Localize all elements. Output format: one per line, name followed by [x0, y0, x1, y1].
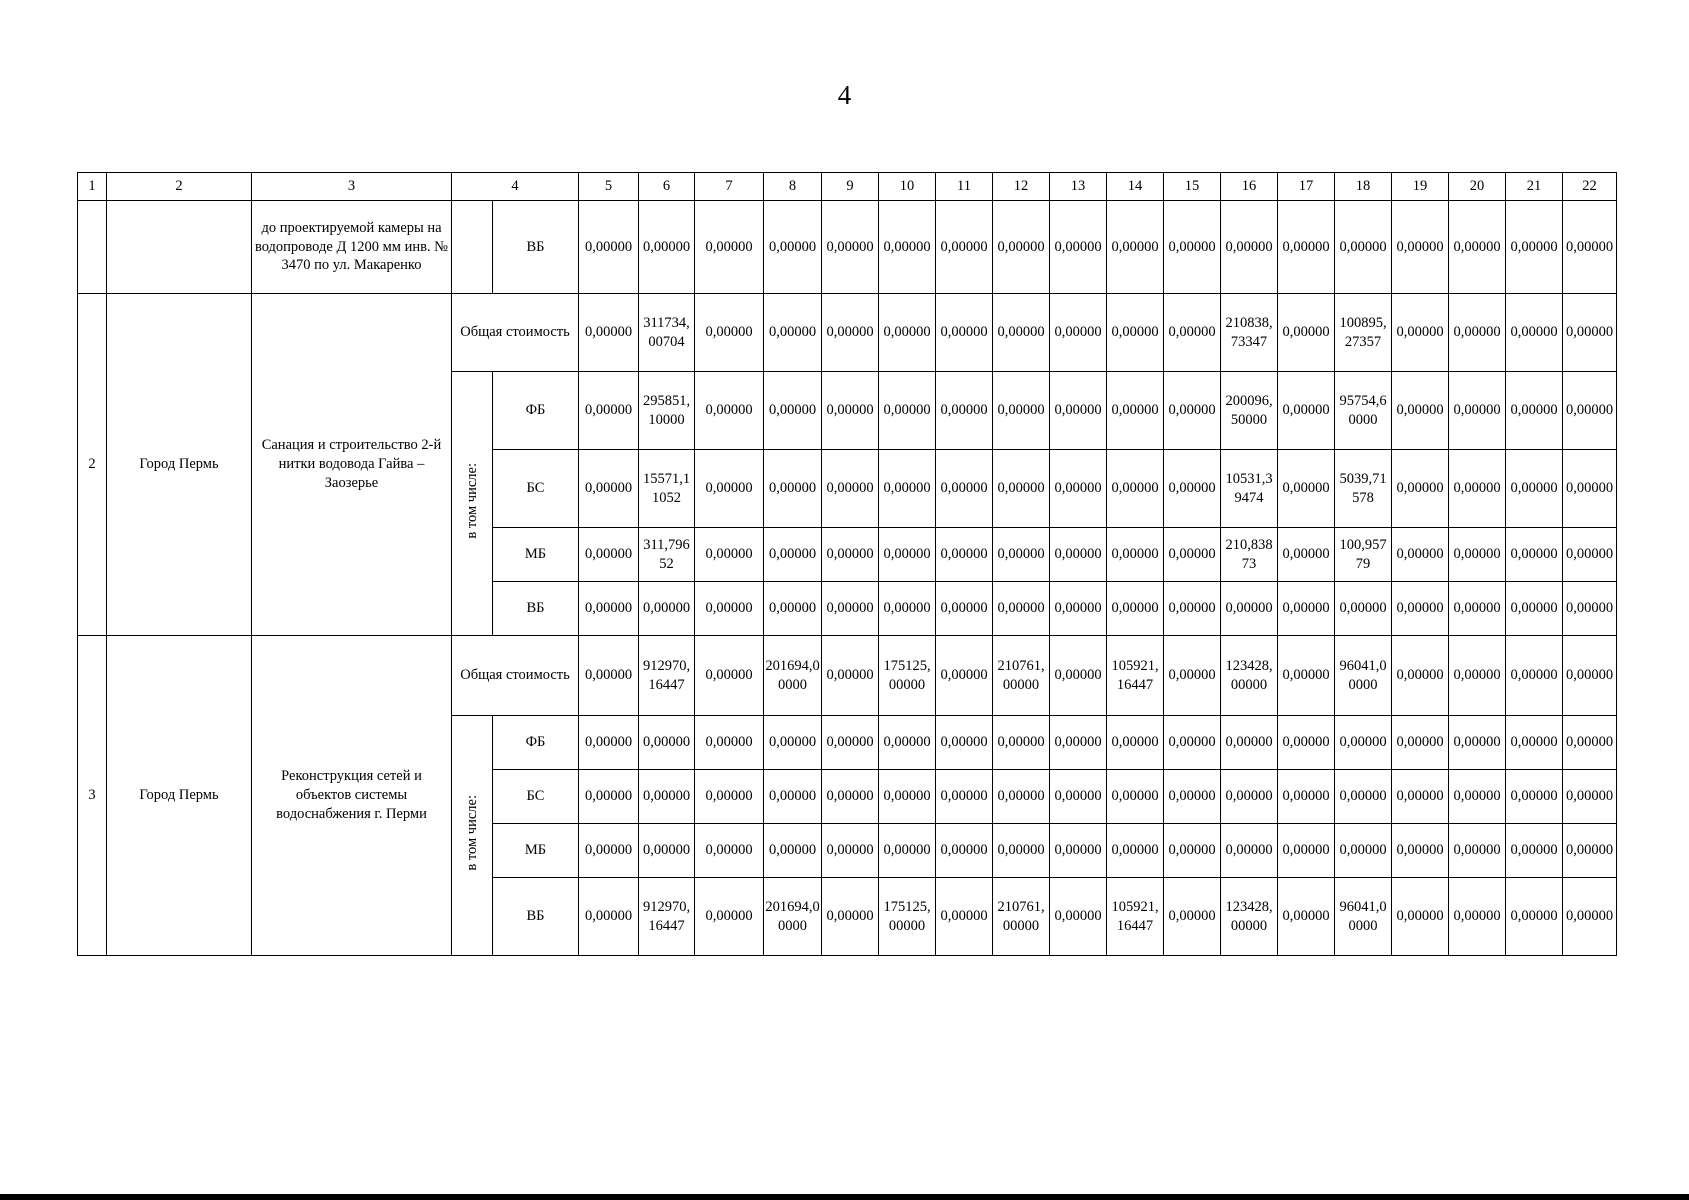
value-cell: 200096,50000: [1221, 372, 1278, 450]
value-cell: 0,00000: [1050, 878, 1107, 956]
value-cell: 0,00000: [639, 824, 695, 878]
value-cell: 0,00000: [579, 528, 639, 582]
value-cell: 0,00000: [1278, 770, 1335, 824]
value-cell: 0,00000: [936, 201, 993, 294]
value-cell: 0,00000: [879, 824, 936, 878]
value-cell: 0,00000: [1221, 582, 1278, 636]
value-cell: 0,00000: [1563, 294, 1617, 372]
value-cell: 0,00000: [1392, 372, 1449, 450]
value-cell: 0,00000: [1164, 770, 1221, 824]
including-label: в том числе:: [463, 794, 480, 871]
value-cell: 0,00000: [695, 294, 764, 372]
value-cell: 0,00000: [695, 824, 764, 878]
value-cell: 0,00000: [1050, 528, 1107, 582]
value-cell: 210761,00000: [993, 636, 1050, 716]
source-label: БС: [493, 770, 579, 824]
value-cell: 0,00000: [579, 294, 639, 372]
value-cell: 0,00000: [1164, 716, 1221, 770]
value-cell: 0,00000: [1050, 636, 1107, 716]
value-cell: 0,00000: [1164, 824, 1221, 878]
value-cell: 0,00000: [639, 201, 695, 294]
source-label: ФБ: [493, 716, 579, 770]
value-cell: 0,00000: [764, 294, 822, 372]
value-cell: 105921,16447: [1107, 636, 1164, 716]
value-cell: 0,00000: [936, 824, 993, 878]
value-cell: 123428,00000: [1221, 878, 1278, 956]
value-cell: 0,00000: [695, 878, 764, 956]
value-cell: 0,00000: [579, 450, 639, 528]
value-cell: 0,00000: [1506, 636, 1563, 716]
value-cell: 0,00000: [1392, 636, 1449, 716]
value-cell: 0,00000: [1449, 582, 1506, 636]
value-cell: 0,00000: [1449, 294, 1506, 372]
value-cell: 0,00000: [1221, 201, 1278, 294]
value-cell: 0,00000: [1278, 294, 1335, 372]
continuation-row: [78, 201, 1617, 294]
header-cell: 5: [579, 173, 639, 201]
value-cell: 0,00000: [695, 450, 764, 528]
program-table: [77, 172, 1617, 956]
value-cell: 210,83873: [1221, 528, 1278, 582]
object-cell: до проектируемой камеры на водопроводе Д 1200 мм инв. № 3470 по ул. Макаренко: [252, 201, 452, 294]
value-cell: 201694,00000: [764, 636, 822, 716]
value-cell: 0,00000: [993, 716, 1050, 770]
value-cell: 0,00000: [936, 636, 993, 716]
municipality-cell: Город Пермь: [107, 294, 252, 636]
value-cell: 0,00000: [1449, 528, 1506, 582]
object-cell: Санация и строительство 2-й нитки водовода Гайва – Заозерье: [252, 294, 452, 636]
value-cell: 0,00000: [1164, 201, 1221, 294]
including-cell: [452, 372, 493, 636]
value-cell: 0,00000: [822, 372, 879, 450]
value-cell: 0,00000: [579, 201, 639, 294]
value-cell: 15571,11052: [639, 450, 695, 528]
header-cell: 6: [639, 173, 695, 201]
table-body: [78, 173, 1617, 956]
value-cell: 0,00000: [1278, 582, 1335, 636]
header-cell: 22: [1563, 173, 1617, 201]
value-cell: 0,00000: [1164, 372, 1221, 450]
value-cell: 0,00000: [993, 824, 1050, 878]
value-cell: 0,00000: [1050, 201, 1107, 294]
total-label: Общая стоимость: [452, 636, 579, 716]
value-cell: 0,00000: [1107, 824, 1164, 878]
header-cell: 11: [936, 173, 993, 201]
value-cell: 175125,00000: [879, 878, 936, 956]
value-cell: 0,00000: [764, 528, 822, 582]
header-cell: 20: [1449, 173, 1506, 201]
value-cell: 0,00000: [1221, 770, 1278, 824]
value-cell: 0,00000: [764, 450, 822, 528]
value-cell: 0,00000: [993, 582, 1050, 636]
value-cell: 0,00000: [695, 528, 764, 582]
value-cell: 0,00000: [764, 201, 822, 294]
value-cell: 0,00000: [1278, 716, 1335, 770]
value-cell: 0,00000: [993, 528, 1050, 582]
value-cell: 0,00000: [879, 450, 936, 528]
header-cell: 13: [1050, 173, 1107, 201]
value-cell: 0,00000: [1107, 770, 1164, 824]
value-cell: 0,00000: [579, 372, 639, 450]
value-cell: 0,00000: [822, 878, 879, 956]
value-cell: 0,00000: [1050, 294, 1107, 372]
value-cell: 0,00000: [764, 372, 822, 450]
value-cell: 0,00000: [1563, 770, 1617, 824]
source-label: ВБ: [493, 878, 579, 956]
value-cell: 0,00000: [1563, 201, 1617, 294]
value-cell: 0,00000: [1449, 372, 1506, 450]
header-cell: 1: [78, 173, 107, 201]
value-cell: 0,00000: [1563, 372, 1617, 450]
value-cell: 0,00000: [1506, 582, 1563, 636]
value-cell: 210761,00000: [993, 878, 1050, 956]
value-cell: 0,00000: [639, 582, 695, 636]
header-cell: 3: [252, 173, 452, 201]
value-cell: 0,00000: [879, 582, 936, 636]
header-cell: 21: [1506, 173, 1563, 201]
value-cell: 0,00000: [822, 201, 879, 294]
value-cell: 0,00000: [936, 582, 993, 636]
value-cell: 0,00000: [822, 824, 879, 878]
value-cell: 0,00000: [639, 716, 695, 770]
page-number: 4: [837, 80, 852, 110]
value-cell: 0,00000: [1107, 201, 1164, 294]
value-cell: 0,00000: [1335, 824, 1392, 878]
value-cell: 0,00000: [1050, 372, 1107, 450]
value-cell: 0,00000: [936, 372, 993, 450]
project-total-row: [78, 294, 1617, 372]
value-cell: 210838,73347: [1221, 294, 1278, 372]
page-bottom-edge: [0, 1194, 1689, 1200]
value-cell: 0,00000: [1164, 582, 1221, 636]
value-cell: 0,00000: [1449, 878, 1506, 956]
value-cell: 0,00000: [1449, 201, 1506, 294]
value-cell: 0,00000: [936, 716, 993, 770]
value-cell: 0,00000: [1449, 450, 1506, 528]
value-cell: 295851,10000: [639, 372, 695, 450]
value-cell: 0,00000: [1506, 201, 1563, 294]
value-cell: 0,00000: [1449, 770, 1506, 824]
value-cell: 0,00000: [1278, 450, 1335, 528]
value-cell: 0,00000: [936, 294, 993, 372]
value-cell: 5039,71578: [1335, 450, 1392, 528]
value-cell: 0,00000: [695, 372, 764, 450]
value-cell: 0,00000: [695, 716, 764, 770]
value-cell: 0,00000: [1563, 582, 1617, 636]
value-cell: 0,00000: [1563, 878, 1617, 956]
value-cell: 0,00000: [579, 770, 639, 824]
header-cell: 15: [1164, 173, 1221, 201]
value-cell: 0,00000: [1107, 450, 1164, 528]
object-cell: Реконструкция сетей и объектов системы водоснабжения г. Перми: [252, 636, 452, 956]
header-cell: 10: [879, 173, 936, 201]
value-cell: 0,00000: [579, 582, 639, 636]
value-cell: 0,00000: [1221, 716, 1278, 770]
header-cell: 14: [1107, 173, 1164, 201]
total-label: Общая стоимость: [452, 294, 579, 372]
value-cell: 0,00000: [993, 372, 1050, 450]
value-cell: 0,00000: [579, 824, 639, 878]
value-cell: 0,00000: [1107, 528, 1164, 582]
value-cell: 0,00000: [1050, 770, 1107, 824]
value-cell: 0,00000: [579, 878, 639, 956]
value-cell: 0,00000: [695, 201, 764, 294]
value-cell: 0,00000: [1392, 824, 1449, 878]
value-cell: 100895,27357: [1335, 294, 1392, 372]
value-cell: 0,00000: [1392, 528, 1449, 582]
value-cell: 0,00000: [695, 636, 764, 716]
header-cell: 8: [764, 173, 822, 201]
header-cell: 2: [107, 173, 252, 201]
value-cell: 100,95779: [1335, 528, 1392, 582]
value-cell: 0,00000: [822, 582, 879, 636]
value-cell: 0,00000: [1392, 582, 1449, 636]
value-cell: 0,00000: [1050, 450, 1107, 528]
value-cell: 0,00000: [993, 294, 1050, 372]
value-cell: 201694,00000: [764, 878, 822, 956]
source-label: МБ: [493, 824, 579, 878]
value-cell: 0,00000: [1506, 372, 1563, 450]
source-label: МБ: [493, 528, 579, 582]
value-cell: 912970,16447: [639, 636, 695, 716]
value-cell: 96041,00000: [1335, 878, 1392, 956]
value-cell: 912970,16447: [639, 878, 695, 956]
value-cell: 0,00000: [695, 582, 764, 636]
value-cell: 0,00000: [1392, 716, 1449, 770]
value-cell: 0,00000: [1449, 636, 1506, 716]
value-cell: 0,00000: [1563, 528, 1617, 582]
value-cell: 0,00000: [1506, 528, 1563, 582]
header-cell: 18: [1335, 173, 1392, 201]
value-cell: 96041,00000: [1335, 636, 1392, 716]
value-cell: 0,00000: [1278, 528, 1335, 582]
value-cell: 0,00000: [1563, 824, 1617, 878]
value-cell: 0,00000: [1164, 878, 1221, 956]
value-cell: 0,00000: [1164, 294, 1221, 372]
value-cell: 0,00000: [822, 716, 879, 770]
value-cell: 10531,39474: [1221, 450, 1278, 528]
project-total-row: [78, 636, 1617, 716]
source-label: БС: [493, 450, 579, 528]
value-cell: 0,00000: [1164, 636, 1221, 716]
row-number-cell: [78, 201, 107, 294]
value-cell: 0,00000: [1050, 582, 1107, 636]
value-cell: 0,00000: [1506, 716, 1563, 770]
value-cell: 0,00000: [822, 770, 879, 824]
value-cell: 0,00000: [579, 636, 639, 716]
value-cell: 0,00000: [1107, 582, 1164, 636]
value-cell: 0,00000: [822, 294, 879, 372]
value-cell: 0,00000: [1164, 450, 1221, 528]
value-cell: 0,00000: [879, 770, 936, 824]
value-cell: 0,00000: [936, 878, 993, 956]
source-label: ВБ: [493, 582, 579, 636]
value-cell: 0,00000: [936, 528, 993, 582]
value-cell: 0,00000: [1335, 770, 1392, 824]
including-cell: [452, 201, 493, 294]
value-cell: 0,00000: [1449, 824, 1506, 878]
value-cell: 123428,00000: [1221, 636, 1278, 716]
row-number-cell: 2: [78, 294, 107, 636]
value-cell: 0,00000: [1506, 878, 1563, 956]
value-cell: 0,00000: [936, 450, 993, 528]
value-cell: 0,00000: [1563, 450, 1617, 528]
value-cell: 105921,16447: [1107, 878, 1164, 956]
value-cell: 0,00000: [879, 716, 936, 770]
value-cell: 0,00000: [1563, 636, 1617, 716]
value-cell: 0,00000: [1050, 824, 1107, 878]
value-cell: 0,00000: [822, 636, 879, 716]
value-cell: 0,00000: [993, 201, 1050, 294]
value-cell: 0,00000: [1278, 878, 1335, 956]
value-cell: 0,00000: [1506, 824, 1563, 878]
value-cell: 0,00000: [639, 770, 695, 824]
value-cell: 0,00000: [1221, 824, 1278, 878]
source-label: ФБ: [493, 372, 579, 450]
value-cell: 0,00000: [1506, 770, 1563, 824]
value-cell: 0,00000: [1107, 372, 1164, 450]
value-cell: 0,00000: [1506, 450, 1563, 528]
value-cell: 0,00000: [1392, 878, 1449, 956]
row-number-cell: 3: [78, 636, 107, 956]
value-cell: 0,00000: [1335, 201, 1392, 294]
value-cell: 0,00000: [764, 716, 822, 770]
value-cell: 0,00000: [993, 450, 1050, 528]
header-cell: 17: [1278, 173, 1335, 201]
source-label: ВБ: [493, 201, 579, 294]
value-cell: 0,00000: [1107, 294, 1164, 372]
value-cell: 0,00000: [1164, 528, 1221, 582]
value-cell: 95754,60000: [1335, 372, 1392, 450]
value-cell: 0,00000: [695, 770, 764, 824]
header-cell: 19: [1392, 173, 1449, 201]
value-cell: 0,00000: [764, 824, 822, 878]
value-cell: 0,00000: [1278, 201, 1335, 294]
value-cell: 0,00000: [993, 770, 1050, 824]
value-cell: 0,00000: [1335, 716, 1392, 770]
header-cell: 7: [695, 173, 764, 201]
header-cell: 4: [452, 173, 579, 201]
value-cell: 0,00000: [1335, 582, 1392, 636]
value-cell: 0,00000: [764, 582, 822, 636]
value-cell: 0,00000: [1050, 716, 1107, 770]
value-cell: 0,00000: [1506, 294, 1563, 372]
value-cell: 311,79652: [639, 528, 695, 582]
value-cell: 0,00000: [579, 716, 639, 770]
value-cell: 0,00000: [879, 294, 936, 372]
value-cell: 0,00000: [1392, 450, 1449, 528]
value-cell: 311734,00704: [639, 294, 695, 372]
value-cell: 0,00000: [1392, 770, 1449, 824]
header-row: [78, 173, 1617, 201]
value-cell: 0,00000: [879, 201, 936, 294]
header-cell: 16: [1221, 173, 1278, 201]
value-cell: 0,00000: [1563, 716, 1617, 770]
value-cell: 0,00000: [1278, 636, 1335, 716]
value-cell: 0,00000: [1392, 201, 1449, 294]
value-cell: 0,00000: [1107, 716, 1164, 770]
value-cell: 0,00000: [879, 372, 936, 450]
value-cell: 0,00000: [764, 770, 822, 824]
value-cell: 0,00000: [1449, 716, 1506, 770]
value-cell: 0,00000: [936, 770, 993, 824]
municipality-cell: [107, 201, 252, 294]
value-cell: 0,00000: [1278, 824, 1335, 878]
value-cell: 0,00000: [1392, 294, 1449, 372]
value-cell: 0,00000: [879, 528, 936, 582]
municipality-cell: Город Пермь: [107, 636, 252, 956]
header-cell: 9: [822, 173, 879, 201]
value-cell: 0,00000: [1278, 372, 1335, 450]
value-cell: 0,00000: [822, 528, 879, 582]
including-cell: [452, 716, 493, 956]
value-cell: 0,00000: [822, 450, 879, 528]
including-label: в том числе:: [463, 462, 480, 539]
value-cell: 175125,00000: [879, 636, 936, 716]
header-cell: 12: [993, 173, 1050, 201]
